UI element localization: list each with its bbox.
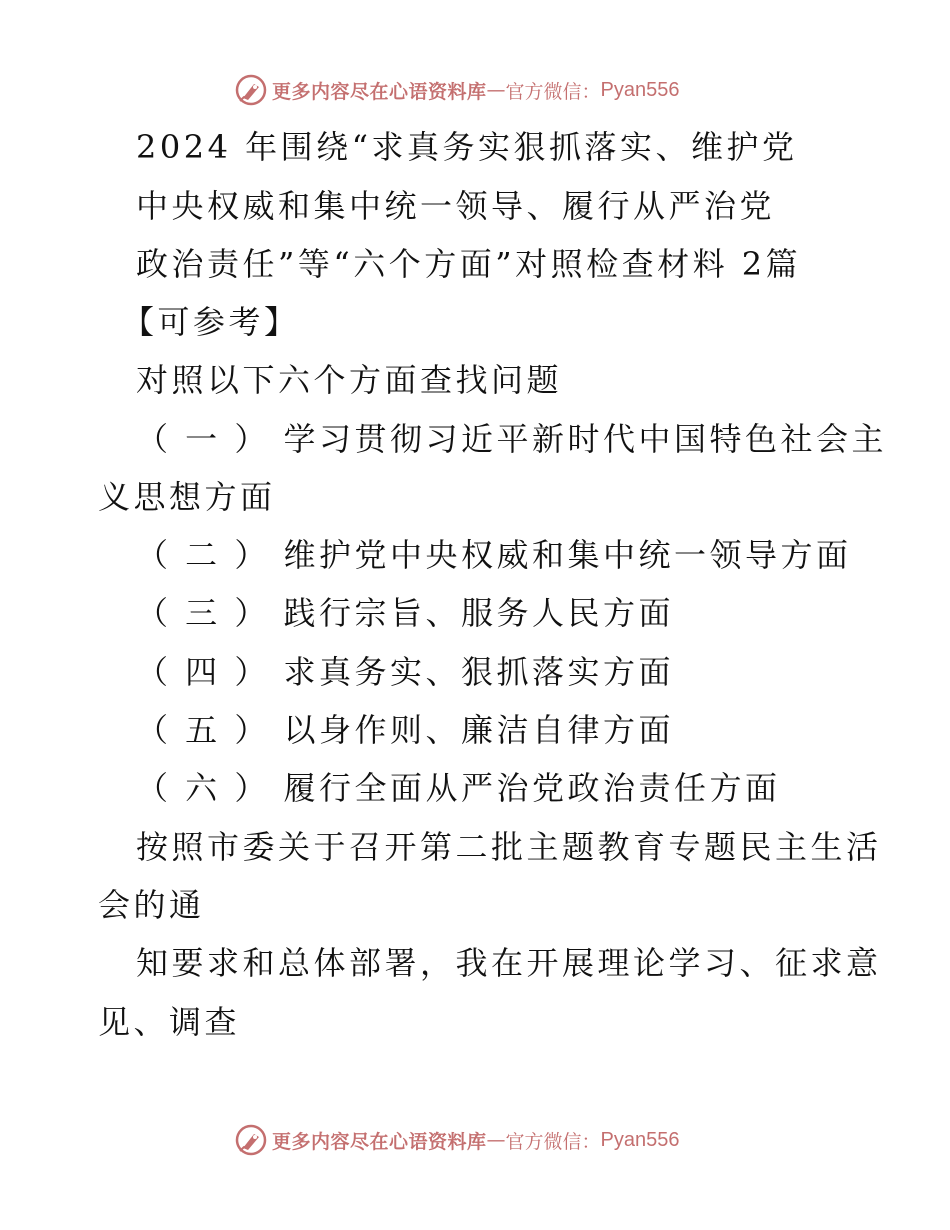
- list-item-1: （ 一 ） 学习贯彻习近平新时代中国特色社会主: [136, 420, 888, 458]
- doc-intro: 对照以下六个方面查找问题: [136, 361, 563, 399]
- list-item-5: （ 五 ） 以身作则、廉洁自律方面: [136, 711, 675, 749]
- doc-title-line-2: 中央权威和集中统一领导、履行从严治党: [136, 187, 776, 225]
- watermark-separator: —: [486, 1129, 506, 1151]
- watermark-account: Pyan556: [600, 78, 680, 101]
- paragraph-line-3: 知要求和总体部署，我在开展理论学习、征求意: [136, 944, 882, 982]
- paragraph-line-1: 按照市委关于召开第二批主题教育专题民主生活: [136, 828, 882, 866]
- doc-title-line-4: 【可参考】: [122, 303, 300, 341]
- list-item-1-continued: 义思想方面: [98, 478, 276, 516]
- list-item-2: （ 二 ） 维护党中央权威和集中统一领导方面: [136, 536, 852, 574]
- watermark-label: 官方微信：: [505, 1130, 601, 1153]
- watermark-brand: 更多内容尽在心语资料库: [272, 80, 487, 103]
- watermark-label: 官方微信：: [505, 80, 601, 103]
- doc-title-line-3: 政治责任”等“六个方面”对照检查材料 2篇: [136, 245, 802, 283]
- watermark-account: Pyan556: [600, 1128, 680, 1151]
- list-item-3: （ 三 ） 践行宗旨、服务人民方面: [136, 594, 675, 632]
- watermark-separator: —: [486, 79, 506, 101]
- list-item-4: （ 四 ） 求真务实、狠抓落实方面: [136, 653, 675, 691]
- pen-nib-circle-icon: [234, 1123, 268, 1157]
- list-item-6: （ 六 ） 履行全面从严治党政治责任方面: [136, 769, 781, 807]
- paragraph-line-2: 会的通: [98, 886, 205, 924]
- footer-watermark: [234, 1122, 680, 1158]
- paragraph-line-4: 见、调查: [98, 1003, 241, 1041]
- doc-title-line-1: 2024 年围绕“求真务实狠抓落实、维护党: [136, 128, 798, 166]
- watermark-brand: 更多内容尽在心语资料库: [272, 1130, 487, 1153]
